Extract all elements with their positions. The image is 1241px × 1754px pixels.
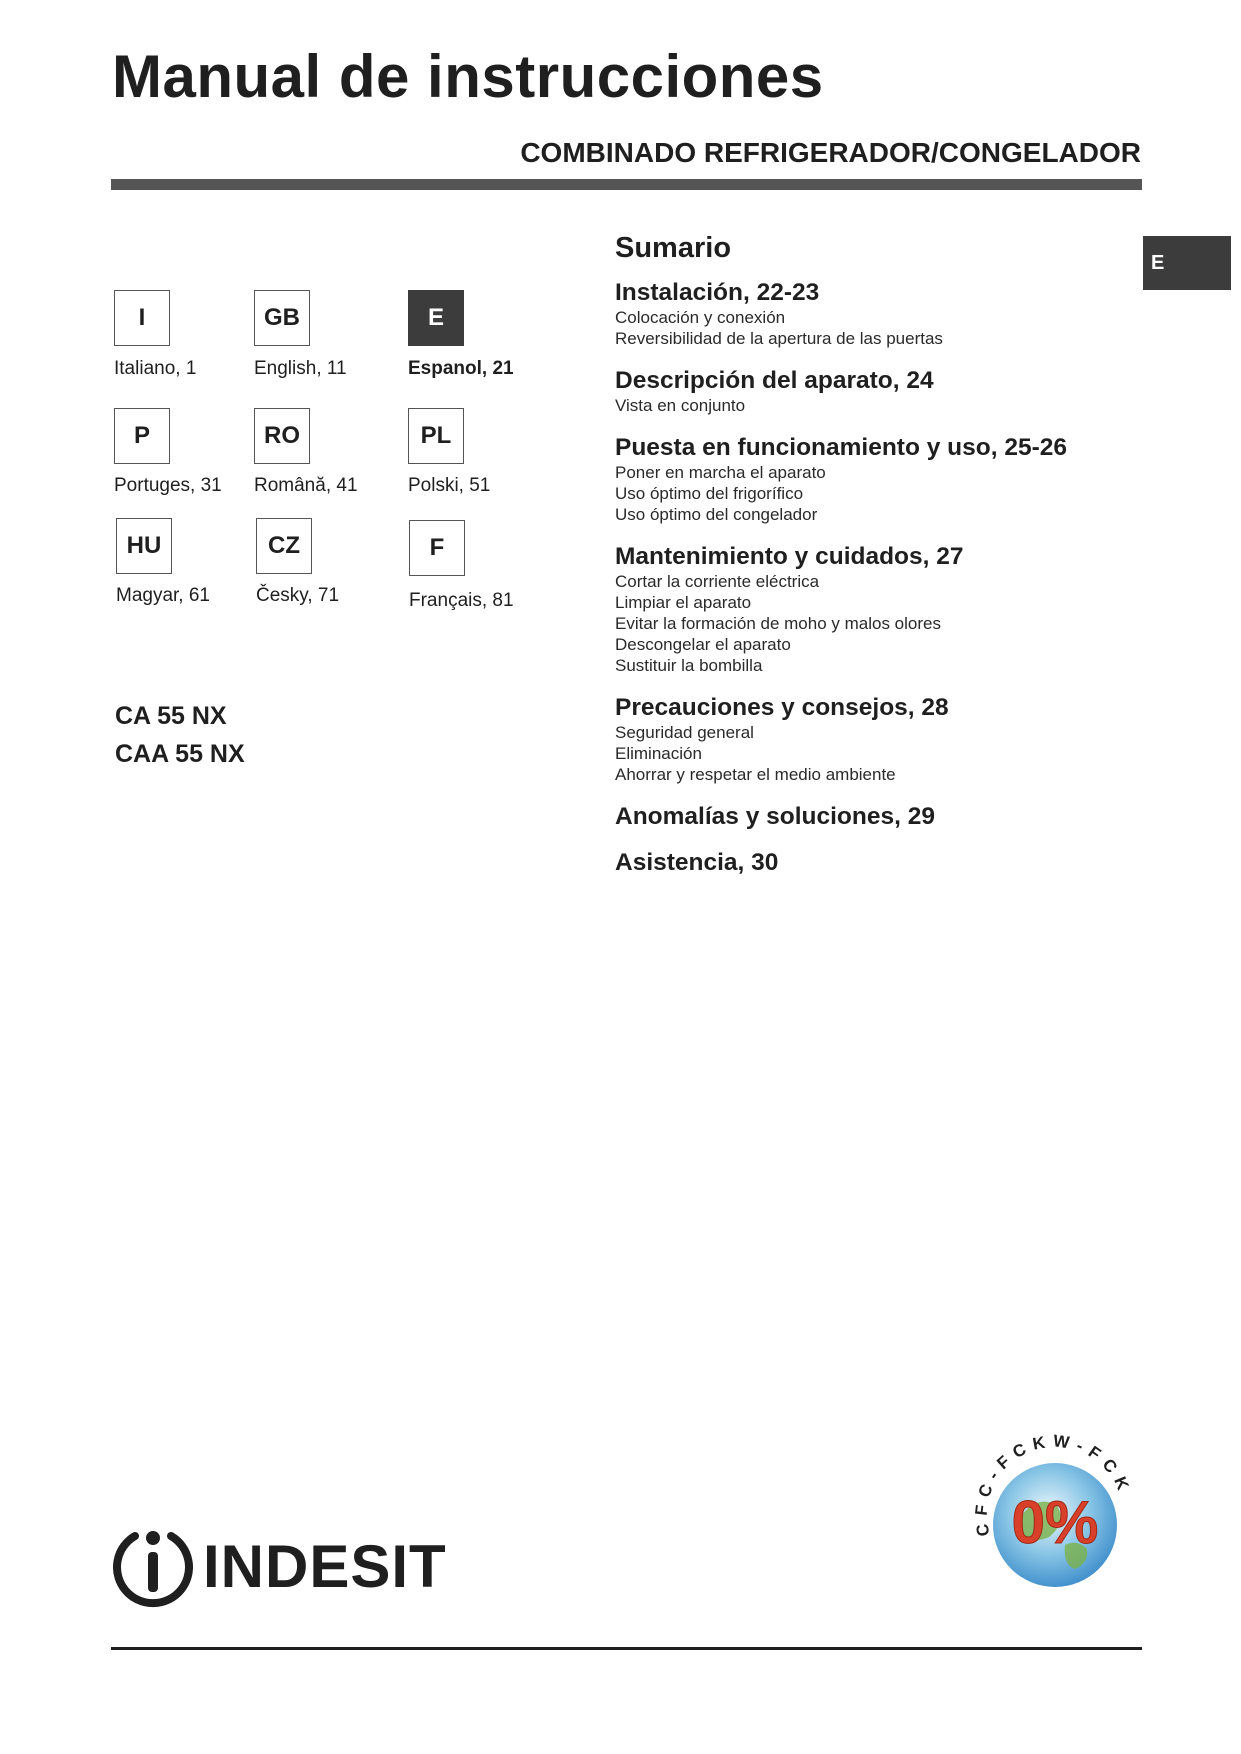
- lang-label-ro: Română, 41: [254, 475, 358, 496]
- toc-section-title: Anomalías y soluciones, 29: [615, 803, 935, 830]
- toc-section: [615, 694, 1135, 785]
- toc-item: Limpiar el aparato: [615, 593, 752, 612]
- lang-box-fr: F: [409, 520, 465, 576]
- language-side-tab: E: [1143, 236, 1231, 290]
- toc-item: Descongelar el aparato: [615, 635, 791, 654]
- toc-item: Evitar la formación de moho y malos olores: [615, 614, 941, 633]
- table-of-contents: [615, 232, 1135, 895]
- lang-label-es: Espanol, 21: [408, 358, 514, 379]
- footer-rule: [111, 1647, 1142, 1650]
- lang-label-hu: Magyar, 61: [116, 585, 210, 606]
- product-subtitle: COMBINADO REFRIGERADOR/CONGELADOR: [520, 137, 1141, 168]
- toc-section-title: Instalación, 22-23: [615, 279, 820, 306]
- toc-section: [615, 367, 1135, 416]
- badge-ring-text: CFC-FCKW-FCK: [971, 1431, 1136, 1538]
- cfc-free-badge: [960, 1425, 1150, 1615]
- toc-section-title: Precauciones y consejos, 28: [615, 694, 949, 721]
- toc-item: Reversibilidad de la apertura de las puertas: [615, 329, 943, 348]
- lang-box-it: I: [114, 290, 170, 346]
- model-name-1: CA 55 NX: [115, 702, 227, 730]
- lang-label-it: Italiano, 1: [114, 358, 197, 379]
- toc-section-title: Descripción del aparato, 24: [615, 367, 934, 394]
- lang-label-cz: Česky, 71: [256, 585, 340, 606]
- toc-section: [615, 803, 1135, 831]
- lang-label-pl: Polski, 51: [408, 475, 491, 496]
- lang-box-ro: RO: [254, 408, 310, 464]
- lang-box-es: E: [408, 290, 464, 346]
- lang-label-pt: Portuges, 31: [114, 475, 222, 496]
- lang-label-fr: Français, 81: [409, 590, 514, 611]
- toc-item: Uso óptimo del frigorífico: [615, 484, 804, 503]
- toc-section-title: Mantenimiento y cuidados, 27: [615, 543, 964, 570]
- badge-center-text: 0%: [1011, 1489, 1099, 1556]
- toc-item: Vista en conjunto: [615, 396, 746, 415]
- lang-label-gb: English, 11: [254, 358, 347, 379]
- toc-section: [615, 849, 1135, 877]
- lang-box-pl: PL: [408, 408, 464, 464]
- lang-box-hu: HU: [116, 518, 172, 574]
- toc-item: Sustituir la bombilla: [615, 656, 763, 675]
- page-title: Manual de instrucciones: [112, 43, 824, 110]
- info-circle-icon: [113, 1524, 193, 1608]
- lang-box-gb: GB: [254, 290, 310, 346]
- toc-item: Uso óptimo del congelador: [615, 505, 818, 524]
- model-name-2: CAA 55 NX: [115, 740, 245, 768]
- lang-box-cz: CZ: [256, 518, 312, 574]
- toc-section-title: Asistencia, 30: [615, 849, 779, 876]
- toc-item: Eliminación: [615, 744, 702, 763]
- toc-item: Colocación y conexión: [615, 308, 786, 327]
- toc-heading: Sumario: [615, 232, 732, 264]
- lang-box-pt: P: [114, 408, 170, 464]
- toc-section: [615, 434, 1135, 525]
- indesit-logo: [113, 1524, 447, 1608]
- toc-section: [615, 279, 1135, 349]
- header-rule: [111, 179, 1142, 190]
- toc-section-title: Puesta en funcionamiento y uso, 25-26: [615, 434, 1068, 461]
- toc-item: Seguridad general: [615, 723, 754, 742]
- toc-item: Ahorrar y respetar el medio ambiente: [615, 765, 896, 784]
- toc-item: Poner en marcha el aparato: [615, 463, 826, 482]
- logo-wordmark: INDESIT: [203, 1532, 447, 1600]
- toc-item: Cortar la corriente eléctrica: [615, 572, 820, 591]
- toc-section: [615, 543, 1135, 676]
